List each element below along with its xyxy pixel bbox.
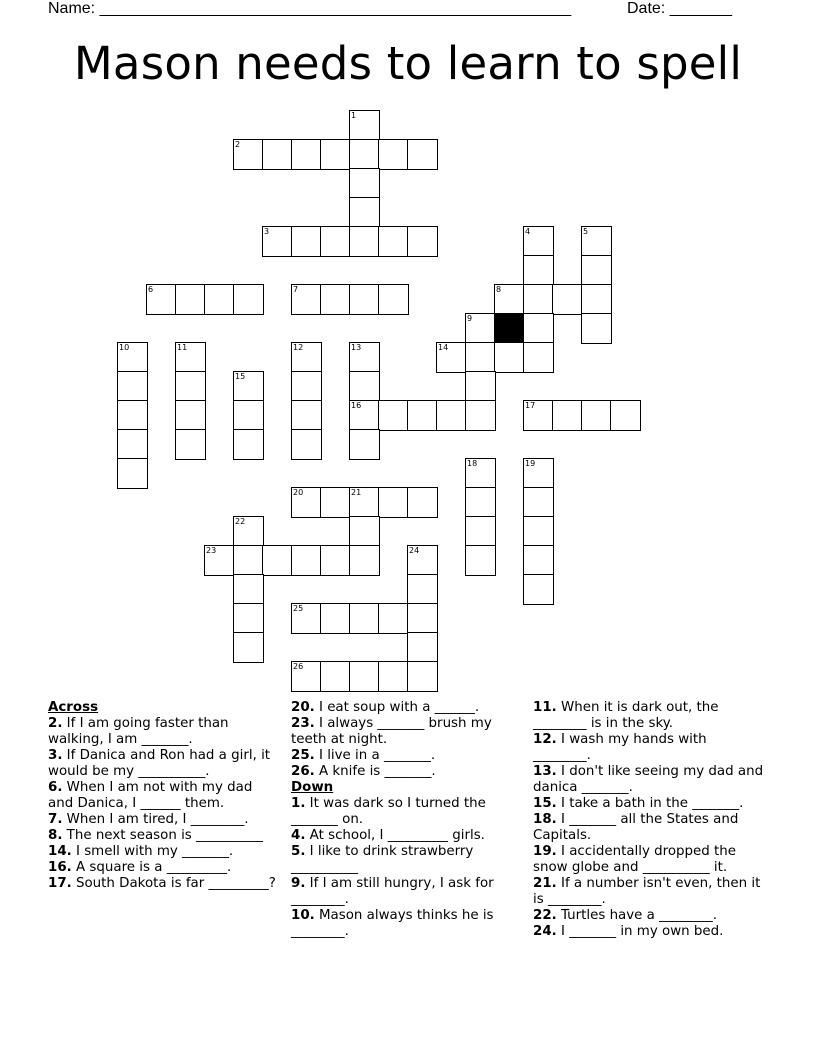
clue-number-label: 26 <box>293 662 304 671</box>
crossword-cell[interactable] <box>320 603 351 634</box>
crossword-cell-23[interactable] <box>204 545 235 576</box>
crossword-cell[interactable] <box>233 603 264 634</box>
crossword-cell[interactable] <box>378 284 409 315</box>
crossword-cell[interactable] <box>378 400 409 431</box>
crossword-cell[interactable] <box>523 487 554 518</box>
crossword-cell[interactable] <box>320 139 351 170</box>
crossword-cell[interactable] <box>581 400 612 431</box>
clue-across-23: 23. I always _______ brush my teeth at night. <box>291 716 492 747</box>
clue-down-11: 11. When it is dark out, the ________ is in the sky. <box>533 700 719 731</box>
clue-number-label: 16 <box>351 401 362 410</box>
clue-down-9: 9. If I am still hungry, I ask for ________. <box>291 876 494 907</box>
crossword-cell-5[interactable] <box>581 226 612 257</box>
crossword-cell[interactable] <box>407 632 438 663</box>
clue-across-25: 25. I live in a _______. <box>291 748 436 763</box>
crossword-cell-21[interactable] <box>349 487 380 518</box>
crossword-cell[interactable] <box>320 487 351 518</box>
crossword-cell[interactable] <box>581 284 612 315</box>
crossword-cell[interactable] <box>233 400 264 431</box>
crossword-cell-6[interactable] <box>146 284 177 315</box>
crossword-cell[interactable] <box>349 603 380 634</box>
crossword-cell[interactable] <box>233 545 264 576</box>
crossword-cell[interactable] <box>175 371 206 402</box>
crossword-cell[interactable] <box>610 400 641 431</box>
clue-number-label: 24 <box>409 546 420 555</box>
crossword-cell[interactable] <box>581 313 612 344</box>
clue-number-label: 9 <box>467 314 473 323</box>
clue-across-2: 2. If I am going faster than walking, I am _______. <box>48 716 229 747</box>
crossword-cell-17[interactable] <box>523 400 554 431</box>
crossword-cell[interactable] <box>523 284 554 315</box>
crossword-cell[interactable] <box>117 400 148 431</box>
crossword-cell[interactable] <box>175 284 206 315</box>
crossword-cell-16[interactable] <box>349 400 380 431</box>
crossword-cell[interactable] <box>349 168 380 199</box>
crossword-cell-19[interactable] <box>523 458 554 489</box>
clue-across-20: 20. I eat soup with a ______. <box>291 700 480 715</box>
clue-across-8: 8. The next season is __________ <box>48 828 263 843</box>
date-field-label[interactable]: Date: _______ <box>627 0 732 17</box>
clue-down-1: 1. It was dark so I turned the _______ on. <box>291 796 486 827</box>
clue-number-label: 20 <box>293 488 304 497</box>
clue-down-10: 10. Mason always thinks he is ________. <box>291 908 494 939</box>
clue-number-label: 22 <box>235 517 246 526</box>
clue-down-13: 13. I don't like seeing my dad and danica _______. <box>533 764 764 795</box>
crossword-cell-7[interactable] <box>291 284 322 315</box>
clue-number-label: 15 <box>235 372 246 381</box>
crossword-cell[interactable] <box>465 545 496 576</box>
clue-number-label: 14 <box>438 343 449 352</box>
crossword-cell-26[interactable] <box>291 661 322 692</box>
crossword-cell[interactable] <box>349 226 380 257</box>
clue-column-1 <box>48 700 280 892</box>
crossword-cell[interactable] <box>233 429 264 460</box>
crossword-cell[interactable] <box>465 342 496 373</box>
crossword-cell-1[interactable] <box>349 110 380 141</box>
crossword-cell[interactable] <box>407 400 438 431</box>
clue-number-label: 11 <box>177 343 188 352</box>
clue-number-label: 12 <box>293 343 304 352</box>
clue-across-3: 3. If Danica and Ron had a girl, it would be my __________. <box>48 748 271 779</box>
crossword-cell[interactable] <box>349 516 380 547</box>
clue-down-24: 24. I _______ in my own bed. <box>533 924 724 939</box>
clue-down-4: 4. At school, I _________ girls. <box>291 828 485 843</box>
crossword-cell[interactable] <box>581 255 612 286</box>
crossword-cell[interactable] <box>378 603 409 634</box>
clue-number-label: 1 <box>351 111 357 120</box>
clue-across-6: 6. When I am not with my dad and Danica, I ______ them. <box>48 780 253 811</box>
crossword-cell[interactable] <box>378 139 409 170</box>
crossword-cell-20[interactable] <box>291 487 322 518</box>
crossword-cell[interactable] <box>349 284 380 315</box>
crossword-cell[interactable] <box>378 487 409 518</box>
crossword-cell[interactable] <box>291 371 322 402</box>
clue-across-7: 7. When I am tired, I ________. <box>48 812 249 827</box>
crossword-cell[interactable] <box>552 400 583 431</box>
clue-number-label: 19 <box>525 459 536 468</box>
crossword-cell[interactable] <box>291 429 322 460</box>
crossword-cell-18[interactable] <box>465 458 496 489</box>
crossword-cell[interactable] <box>407 139 438 170</box>
clue-down-5: 5. I like to drink strawberry __________ <box>291 844 474 875</box>
crossword-cell[interactable] <box>233 632 264 663</box>
crossword-cell[interactable] <box>291 226 322 257</box>
crossword-cell[interactable] <box>233 574 264 605</box>
crossword-cell[interactable] <box>494 342 525 373</box>
clue-number-label: 6 <box>148 285 154 294</box>
crossword-cell[interactable] <box>349 429 380 460</box>
crossword-cell[interactable] <box>291 400 322 431</box>
clue-column-3 <box>533 700 765 940</box>
clue-number-label: 18 <box>467 459 478 468</box>
crossword-cell[interactable] <box>117 371 148 402</box>
crossword-cell[interactable] <box>436 400 467 431</box>
crossword-cell[interactable] <box>117 458 148 489</box>
crossword-cell[interactable] <box>233 284 264 315</box>
clue-number-label: 4 <box>525 227 531 236</box>
crossword-cell-25[interactable] <box>291 603 322 634</box>
crossword-cell[interactable] <box>523 255 554 286</box>
crossword-cell[interactable] <box>465 371 496 402</box>
crossword-cell[interactable] <box>204 284 235 315</box>
crossword-cell[interactable] <box>465 487 496 518</box>
name-field-label[interactable]: Name: _____________________________________________________ <box>48 0 572 17</box>
crossword-cell[interactable] <box>349 661 380 692</box>
page-title: Mason needs to learn to spell <box>73 37 743 90</box>
crossword-cell[interactable] <box>291 545 322 576</box>
crossword-cell[interactable] <box>407 226 438 257</box>
crossword-cell[interactable] <box>407 487 438 518</box>
crossword-cell-9[interactable] <box>465 313 496 344</box>
crossword-cell[interactable] <box>320 661 351 692</box>
crossword-black-cell <box>494 313 525 344</box>
clue-number-label: 3 <box>264 227 270 236</box>
crossword-cell[interactable] <box>349 139 380 170</box>
clue-number-label: 2 <box>235 140 241 149</box>
clue-number-label: 23 <box>206 546 217 555</box>
crossword-cell[interactable] <box>523 545 554 576</box>
clue-across-26: 26. A knife is _______. <box>291 764 436 779</box>
crossword-cell-12[interactable] <box>291 342 322 373</box>
crossword-cell[interactable] <box>465 516 496 547</box>
crossword-cell-8[interactable] <box>494 284 525 315</box>
clue-across-16: 16. A square is a _________. <box>48 860 232 875</box>
clue-down-12: 12. I wash my hands with ________. <box>533 732 707 763</box>
clue-number-label: 17 <box>525 401 536 410</box>
crossword-cell[interactable] <box>465 400 496 431</box>
crossword-cell-11[interactable] <box>175 342 206 373</box>
clue-down-15: 15. I take a bath in the _______. <box>533 796 744 811</box>
crossword-cell-10[interactable] <box>117 342 148 373</box>
clue-number-label: 8 <box>496 285 502 294</box>
crossword-cell[interactable] <box>349 545 380 576</box>
crossword-cell-3[interactable] <box>262 226 293 257</box>
crossword-cell[interactable] <box>291 139 322 170</box>
crossword-cell[interactable] <box>262 139 293 170</box>
clue-number-label: 21 <box>351 488 362 497</box>
crossword-cell[interactable] <box>320 284 351 315</box>
crossword-cell-4[interactable] <box>523 226 554 257</box>
crossword-cell[interactable] <box>523 342 554 373</box>
crossword-cell[interactable] <box>320 226 351 257</box>
clue-down-18: 18. I _______ all the States and Capitals. <box>533 812 739 843</box>
across-heading: Across <box>48 700 99 715</box>
down-heading: Down <box>291 780 334 795</box>
crossword-cell[interactable] <box>552 284 583 315</box>
clue-number-label: 25 <box>293 604 304 613</box>
crossword-cell[interactable] <box>523 313 554 344</box>
crossword-cell[interactable] <box>378 661 409 692</box>
crossword-cell[interactable] <box>349 371 380 402</box>
crossword-cell[interactable] <box>320 545 351 576</box>
crossword-cell[interactable] <box>117 429 148 460</box>
crossword-cell[interactable] <box>407 661 438 692</box>
crossword-cell[interactable] <box>523 516 554 547</box>
crossword-cell-22[interactable] <box>233 516 264 547</box>
crossword-cell[interactable] <box>407 574 438 605</box>
clue-column-2 <box>291 700 523 940</box>
crossword-cell-2[interactable] <box>233 139 264 170</box>
clue-across-17: 17. South Dakota is far _________? <box>48 876 276 891</box>
crossword-cell[interactable] <box>523 574 554 605</box>
crossword-cell-13[interactable] <box>349 342 380 373</box>
crossword-cell[interactable] <box>175 400 206 431</box>
clue-down-22: 22. Turtles have a ________. <box>533 908 717 923</box>
crossword-cell[interactable] <box>407 603 438 634</box>
crossword-cell-15[interactable] <box>233 371 264 402</box>
crossword-cell[interactable] <box>378 226 409 257</box>
crossword-cell[interactable] <box>349 197 380 228</box>
clue-number-label: 13 <box>351 343 362 352</box>
clue-down-21: 21. If a number isn't even, then it is ________. <box>533 876 761 907</box>
clue-number-label: 10 <box>119 343 130 352</box>
crossword-cell[interactable] <box>175 429 206 460</box>
clue-down-19: 19. I accidentally dropped the snow globe and __________ it. <box>533 844 737 875</box>
clue-number-label: 5 <box>583 227 589 236</box>
crossword-cell-14[interactable] <box>436 342 467 373</box>
clue-across-14: 14. I smell with my _______. <box>48 844 234 859</box>
crossword-cell[interactable] <box>262 545 293 576</box>
clue-number-label: 7 <box>293 285 299 294</box>
crossword-cell-24[interactable] <box>407 545 438 576</box>
